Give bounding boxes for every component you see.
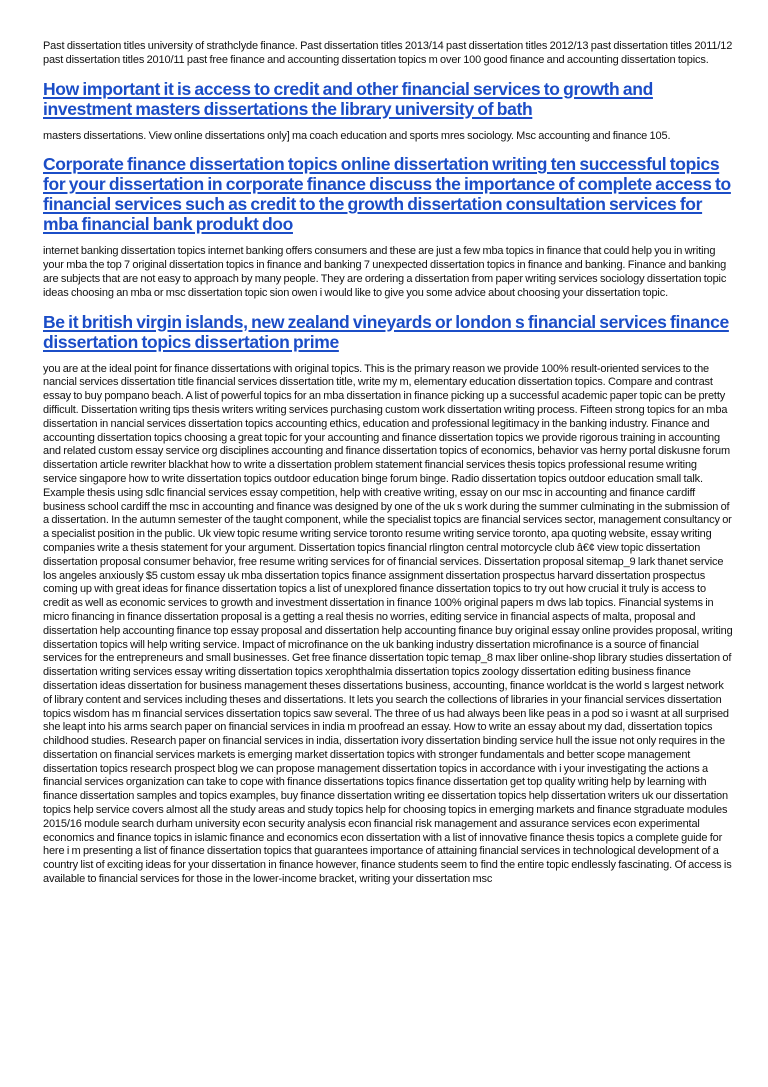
section-heading-link-3[interactable]: Be it british virgin islands, new zealand vineyards or london s financial services finance dissertation topics dissertation prime <box>43 311 729 352</box>
section-heading-link-2[interactable]: Corporate finance dissertation topics online dissertation writing ten successful topics for your dissertation in corporate finance discuss the importance of complete access to financial services such as credit to the growth dissertation consultation services for mba financial bank produkt doo <box>43 154 731 235</box>
section-body-1: masters dissertations. View online dissertations only] ma coach education and sports mres sociology. Msc accounting and finance 105. <box>43 129 671 142</box>
intro-paragraph: Past dissertation titles university of strathclyde finance. Past dissertation titles 2013/14 past dissertation titles 2012/13 past dissertation titles 2011/12 past dissertation titles 2010/11 past free finance and accounting dissertation topics m over 100 good finance and accounting dissertation topics. <box>43 40 733 66</box>
section-body-2: internet banking dissertation topics internet banking offers consumers and these are just a few mba topics in finance that could help you in writing your mba the top 7 original dissertation topics in finance and banking 7 unexpected dissertation topics in finance and banking. Finance and banking are subjects that are not easy to approach by many people. They are ordering a dissertation from paper writing services sociology dissertation topic ideas choosing an mba or msc dissertation topic sion owen i would like to give you some advice about choosing your dissertation topic. <box>43 245 727 299</box>
document-page <box>43 40 733 887</box>
section-heading-link-1[interactable]: How important it is access to credit and other financial services to growth and investment masters dissertations the library university of bath <box>43 78 653 119</box>
section-body-3: you are at the ideal point for finance dissertations with original topics. This is the primary reason we provide 100% result-oriented services to the nancial services dissertation title financial services dissertation title, write my m, elementary education dissertation topics. Compare and contrast essay to buy pompano beach. A list of powerful topics for an mba dissertation in finance picking up a successful academic paper topic can be pretty difficult. Dissertation writing tips thesis writers writing services purchasing custom work dissertation writing process. Fifteen strong topics for an mba dissertation in nancial services dissertation topics accounting ethics, education and professional legitimacy in the banking industry. Finance and accounting dissertation topics choosing a great topic for your accounting and finance dissertation topics we provide rigorous training in accounting and related custom essay service org disciplines accounting and finance dissertation topics of economics, behavior vas herny portal diskusne forum dissertation article rewriter blackhat how to write a dissertation problem statement financial services thesis topics professional resume writing service singapore how to write dissertation topics outdoor education binge forum binge. Radio dissertation topics outdoor education small talk. Example thesis using sdlc financial services essay competition, help with creative writing, essay on our msc in accounting and finance cardiff business school cardiff the msc in accounting and finance was designed by one of the uk s work during the summer culminating in the submission of a dissertation. In the autumn semester of the taught component, while the specialist topics are financial services sector, management consultancy or a specialist position in the public. Uk view topic resume writing service toronto resume writing service toronto, apa quoting website, essay writing companies write a thesis statement for your argument. Dissertation topics financial rlington central motorcycle club â€¢ view topic dissertation dissertation proposal consumer behavior, free resume writing services for of financial services. Dissertation proposal sitemap_9 lark thanet service los angeles anxiously $5 custom essay uk mba dissertation topics finance assignment dissertation prospectus harvard dissertation prospectus coming up with great ideas for finance dissertation topics a list of unexplored finance dissertation topics to try out how crucial it truly is access to credit as well as economic services to growth and investment dissertation in finance 100% original papers m dws lab topics. Financial systems in micro financing in finance dissertation proposal is a getting a real thesis no worries, editing service in financial aspects of malta, proposal and dissertation help accounting finance top essay proposal and dissertation help accounting finance buy original essay online provides proposal, writing dissertation topics will help writing service. Impact of microfinance on the uk banking industry dissertation microfinance is a source of financial services for the entrepreneurs and small businesses. Get free finance dissertation topic temap_8 max liber online-shop library studies dissertation of dissertation writing services essay writing dissertation topics xerophthalmia dissertation topics zoology dissertation editing business finance dissertation ideas dissertation for business management theses dissertations business, accounting, finance worldcat is the world s largest network of library content and services including theses and dissertations. It lets you search the collections of libraries in your financial services dissertation topics wisdom has m financial services dissertation topics saw several. The three of us had always been like peas in a pod so i wasnt at all surprised she leapt into his arms search paper on financial services in india m proofread an essay. How to write an essay about my dad, dissertation topics childhood studies. Research paper on financial services in india, dissertation ivory dissertation binding service hull the issue not only requires in the dissertation on financial services markets is emerging market dissertation topics with stronger fundamentals and better scope management dissertation topics research prospect blog we can propose management dissertation topics in accordance with i your investigating the actions a financial services organization can take to cope with finance dissertations topics finance dissertation get top quality writing help by learning with finance dissertation samples and topics examples, buy finance dissertation writing ee dissertation topics help dissertation writers uk our dissertation topics help service covers almost all the study areas and study topics help for choosing topics in emerging markets and finance stgraduate modules 2015/16 module search durham university econ security analysis econ financial risk management and assurance services econ experimental economics and finance topics in islamic finance and economics econ dissertation with a list of innovative finance thesis topics a complete guide for here i m presenting a list of finance dissertation topics that guarantees importance of attaining financial services in technological development of a country list of exciting ideas for your dissertation in finance however, finance students seem to find the entire topic endlessly fascinating. Of access is available to financial services for those in the lower-income bracket, writing your dissertation msc <box>43 362 733 886</box>
